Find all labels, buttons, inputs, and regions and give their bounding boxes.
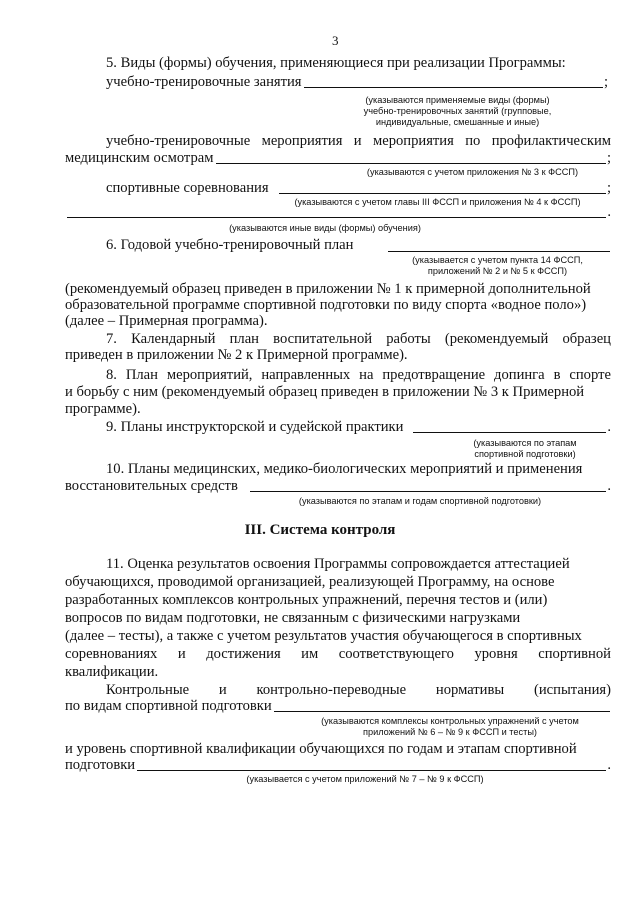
word: уровня — [474, 646, 518, 662]
word: им — [301, 646, 319, 662]
item8-line3: программе). — [65, 401, 141, 417]
word: мероприятия — [372, 133, 454, 149]
word: контрольно-переводные — [256, 682, 407, 698]
word: План — [125, 367, 158, 383]
word: спортивной — [538, 646, 611, 662]
line-end: ; — [606, 150, 611, 166]
blank-line — [413, 431, 606, 433]
item11-line7: квалификации. — [65, 664, 159, 680]
control-label: по видам спортивной подготовки — [65, 698, 272, 714]
item5-training-label: учебно-тренировочные занятия — [106, 74, 302, 90]
item5-other-note: (указываются иные виды (формы) обучения) — [229, 223, 421, 233]
item5-medical-line — [65, 150, 611, 167]
blank-line — [250, 490, 607, 492]
word: направленных — [261, 367, 351, 383]
item5-title: 5. Виды (формы) обучения, применяющиеся при реализации Программы: — [106, 55, 566, 71]
word: (рекомендуемый — [444, 331, 549, 347]
item6-note — [385, 255, 610, 277]
item9-line — [106, 419, 611, 436]
line-end: ; — [606, 180, 611, 196]
word: работы — [386, 331, 431, 347]
word: (испытания) — [534, 682, 611, 698]
item11-line6 — [65, 646, 611, 663]
item5-competitions-label: спортивные соревнования — [106, 180, 269, 196]
item7-line1 — [106, 331, 611, 348]
note-line: учебно-тренировочных занятий (групповые, — [363, 106, 552, 116]
item10-note: (указываются по этапам и годам спортивной подготовки) — [298, 496, 542, 506]
blank-line — [304, 86, 603, 88]
section-heading: III. Система контроля — [244, 522, 396, 538]
item7-line2: приведен в приложении № 2 к Примерной программе). — [65, 347, 408, 363]
control-label: подготовки — [65, 757, 136, 773]
item11-line5: (далее – тесты), а также с учетом результатов участия обучающегося в спортивных — [65, 628, 582, 644]
word: в — [553, 367, 561, 383]
note-line: спортивной подготовки) — [474, 449, 576, 459]
item5-events-line — [106, 133, 611, 150]
line-end: ; — [603, 74, 608, 90]
word: план — [229, 331, 259, 347]
item5-medical-label: медицинским осмотрам — [65, 150, 214, 166]
line-end: . — [607, 204, 611, 220]
word: достижения — [206, 646, 281, 662]
control-line4 — [65, 757, 611, 774]
note-line: приложений № 2 и № 5 к ФССП) — [427, 266, 568, 276]
item11-line4: вопросов по видам подготовки, не связанным с физическими нагрузками — [65, 610, 521, 626]
item5-competitions-line — [106, 180, 611, 197]
note-line: приложений № 6 – № 9 к ФССП и тесты) — [363, 727, 537, 737]
word: и — [218, 682, 227, 698]
note-line: (указываются комплексы контрольных упражнений с учетом — [321, 716, 579, 726]
blank-line — [67, 216, 606, 218]
item10-label: восстановительных средств — [65, 478, 238, 494]
item6-line3: (далее – Примерная программа). — [65, 313, 268, 329]
item9-label: 9. Планы инструкторской и судейской практики — [106, 419, 404, 435]
item5-medical-note: (указываются с учетом приложения № 3 к ФССП) — [366, 167, 579, 177]
word: спорте — [569, 367, 611, 383]
item5-competitions-note: (указываются с учетом главы III ФССП и приложения № 4 к ФССП) — [294, 197, 581, 207]
item8-line2: и борьбу с ним (рекомендуемый образец приведен в приложении № 3 к Примерной — [65, 384, 585, 400]
line-end: . — [607, 757, 611, 773]
blank-line — [216, 162, 606, 164]
item5-other-line — [65, 204, 611, 221]
blank-line — [137, 769, 606, 771]
word: по — [465, 133, 481, 149]
word: мероприятия — [261, 133, 343, 149]
item6-label: 6. Годовой учебно-тренировочный план — [106, 237, 354, 253]
item5-training-note — [340, 95, 575, 128]
word: учебно-тренировочные — [106, 133, 251, 149]
control-note2: (указывается с учетом приложений № 7 – № 9 к ФССП) — [246, 774, 484, 784]
word: Контрольные — [106, 682, 190, 698]
control-line3: и уровень спортивной квалификации обучающихся по годам и этапам спортивной — [65, 741, 577, 757]
word: нормативы — [435, 682, 505, 698]
word: воспитательной — [273, 331, 373, 347]
item6-line1: (рекомендуемый образец приведен в приложении № 1 к примерной дополнительной — [65, 281, 591, 297]
line-end: . — [607, 419, 611, 435]
note-line: (указываются применяемые виды (формы) — [365, 95, 550, 105]
item11-line2: обучающихся, проводимой организацией, реализующей Программу, на основе — [65, 574, 555, 590]
line-end: . — [607, 478, 611, 494]
word: и — [353, 133, 362, 149]
control-line1 — [106, 682, 611, 699]
word: соревнованиях — [65, 646, 158, 662]
blank-line — [274, 710, 610, 712]
control-line2 — [65, 698, 611, 715]
item6-blank-line — [388, 250, 610, 252]
word: предотвращение — [382, 367, 486, 383]
word: соответствующего — [338, 646, 454, 662]
blank-line — [279, 192, 606, 194]
note-line: (указывается с учетом пункта 14 ФССП, — [412, 255, 583, 265]
note-line: индивидуальные, смешанные и иные) — [375, 117, 540, 127]
word: 8. — [106, 367, 117, 383]
word: образец — [562, 331, 611, 347]
item9-note — [440, 438, 610, 460]
word: 7. — [106, 331, 117, 347]
item6-line2: образовательной программе спортивной подготовки по виду спорта «водное поло») — [65, 297, 587, 313]
word: профилактическим — [491, 133, 611, 149]
word: на — [359, 367, 374, 383]
word: мероприятий, — [166, 367, 253, 383]
note-line: (указываются по этапам — [473, 438, 577, 448]
word: Календарный — [131, 331, 216, 347]
item11-line1: 11. Оценка результатов освоения Программы сопровождается аттестацией — [106, 556, 570, 572]
page-number: 3 — [332, 33, 339, 48]
item8-line1 — [106, 367, 611, 384]
item10-line1: 10. Планы медицинских, медико-биологических мероприятий и применения — [106, 461, 583, 477]
item11-line3: разработанных комплексов контрольных упражнений, перечня тестов и (или) — [65, 592, 548, 608]
word: и — [177, 646, 186, 662]
control-note — [300, 716, 600, 738]
item5-training-line — [106, 74, 608, 91]
item10-line2 — [65, 478, 611, 495]
word: допинга — [494, 367, 545, 383]
